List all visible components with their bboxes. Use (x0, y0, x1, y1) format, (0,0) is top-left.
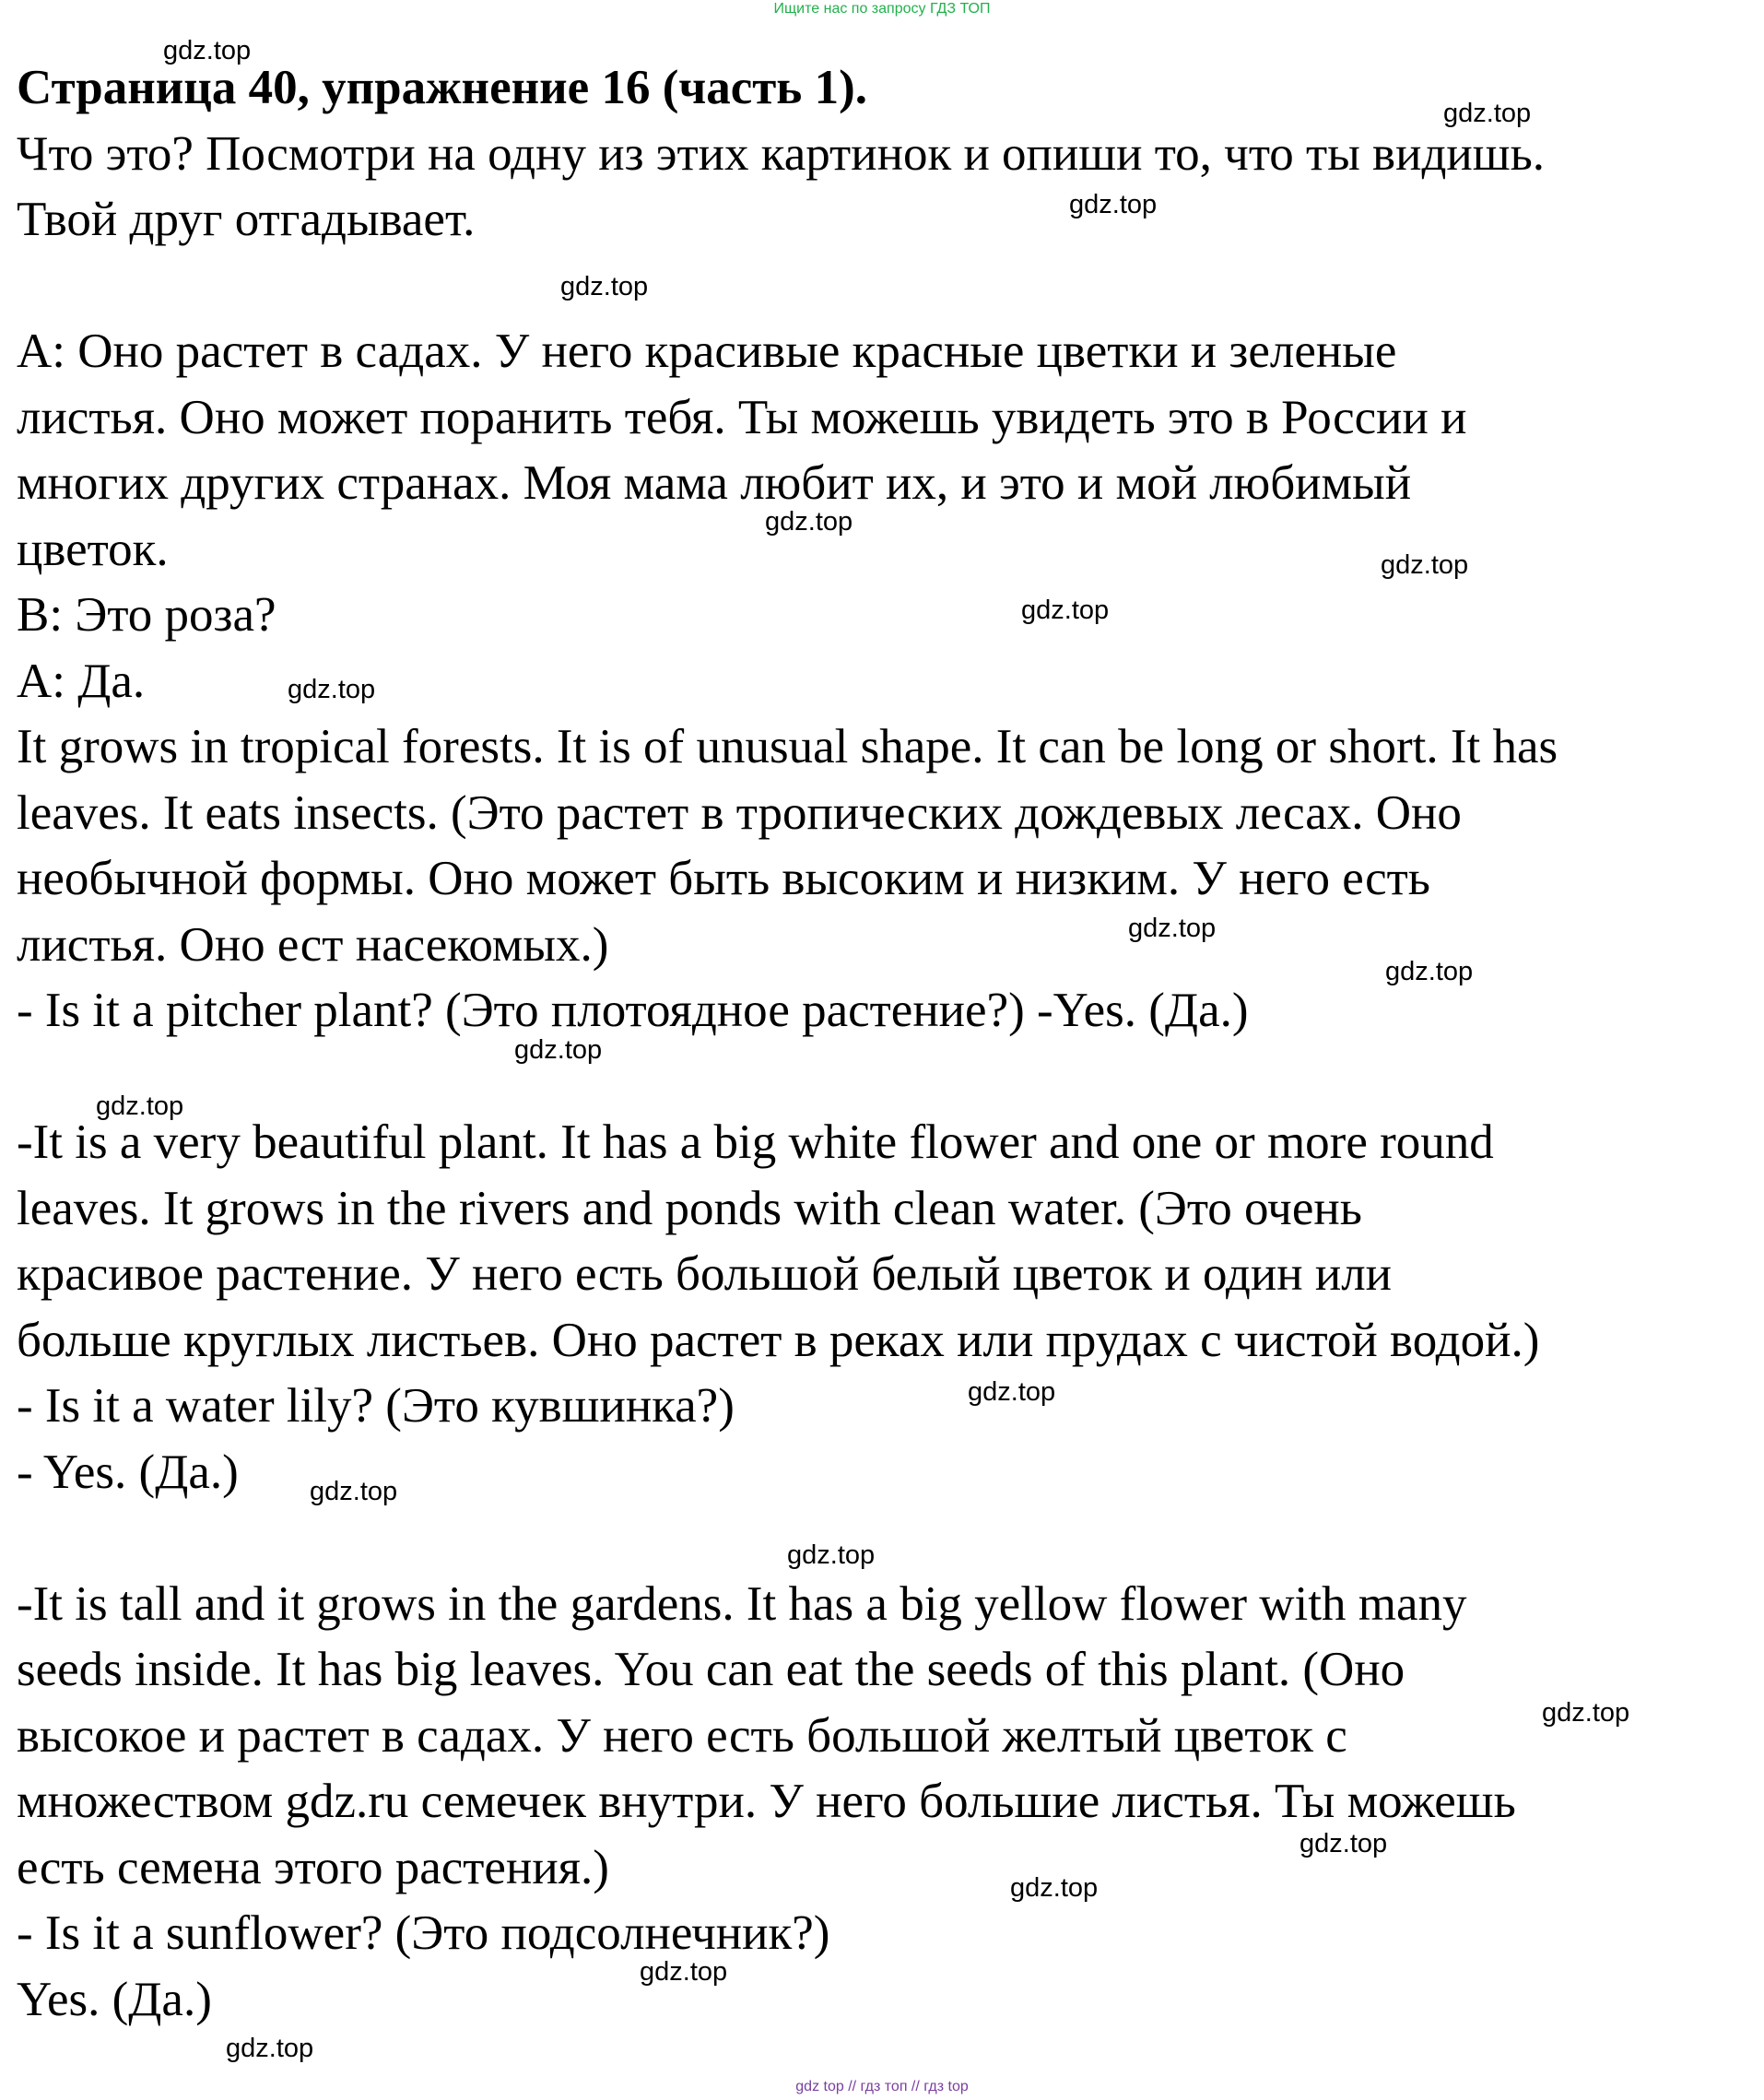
document (17, 55, 1749, 2033)
watermark: gdz.top (96, 1091, 184, 1121)
text-line: А: Да. (17, 654, 146, 708)
watermark: gdz.top (1069, 190, 1158, 219)
watermark: gdz.top (1381, 550, 1469, 580)
watermark: gdz.top (1021, 596, 1110, 625)
text-line: - Is it a water lily? (Это кувшинка?) (17, 1379, 735, 1433)
text-line: -It is a very beautiful plant. It has a big white flower and one or more round (17, 1115, 1494, 1169)
text-line: множеством gdz.ru семечек внутри. У него большие листья. Ты можешь (17, 1775, 1516, 1828)
text-line: многих других странах. Моя мама любит их, и это и мой любимый (17, 456, 1412, 510)
watermark: gdz.top (310, 1477, 398, 1506)
answer-block-1 (17, 319, 1749, 1044)
watermark: gdz.top (288, 675, 376, 704)
top-banner: Ищите нас по запросу ГДЗ ТОП (773, 1, 991, 17)
watermark: gdz.top (226, 2034, 314, 2063)
text-line: В: Это роза? (17, 588, 276, 642)
text-line: А: Оно растет в садах. У него красивые красные цветки и зеленые (17, 324, 1397, 378)
watermark: gdz.top (765, 507, 853, 537)
text-line: листья. Оно ест насекомых.) (17, 917, 609, 972)
watermark: gdz.top (1010, 1873, 1099, 1903)
text-line: Твой друг отгадывает. (17, 193, 476, 246)
text-line: необычной формы. Оно может быть высоким и низким. У него есть (17, 852, 1430, 905)
text-line: It grows in tropical forests. It is of unusual shape. It can be long or short. It has (17, 720, 1558, 773)
footer: gdz top // гдз топ // гдз top (795, 2079, 969, 2094)
text-line: красивое растение. У него есть большой белый цветок и один или (17, 1247, 1393, 1301)
text-line: высокое и растет в садах. У него есть большой желтый цветок с (17, 1708, 1347, 1763)
watermark: gdz.top (1385, 957, 1474, 986)
answer-block-3 (17, 1572, 1749, 2034)
text-line: листья. Оно может поранить тебя. Ты можешь увидеть это в России и (17, 390, 1467, 444)
watermark: gdz.top (640, 1957, 728, 1987)
text-line: цветок. (17, 522, 169, 576)
text-line: leaves. It eats insects. (Это растет в тропических дождевых лесах. Оно (17, 785, 1462, 840)
watermark: gdz.top (560, 272, 649, 301)
watermark: gdz.top (163, 36, 252, 65)
watermark: gdz.top (787, 1540, 876, 1570)
text-line: Yes. (Да.) (17, 1972, 212, 2026)
text-line: есть семена этого растения.) (17, 1840, 609, 1894)
watermark: gdz.top (514, 1035, 603, 1065)
text-line: leaves. It grows in the rivers and ponds with clean water. (Это очень (17, 1181, 1362, 1235)
text-line: больше круглых листьев. Оно растет в реках или прудах с чистой водой.) (17, 1313, 1540, 1367)
text-line: - Is it a sunflower? (Это подсолнечник?) (17, 1906, 830, 1960)
text-line: seeds inside. It has big leaves. You can eat the seeds of this plant. (Оно (17, 1643, 1405, 1696)
watermark: gdz.top (1299, 1829, 1388, 1858)
text-line: -It is tall and it grows in the gardens. It has a big yellow flower with many (17, 1576, 1467, 1631)
watermark: gdz.top (968, 1377, 1056, 1407)
watermark: gdz.top (1128, 914, 1217, 943)
text-line: Что это? Посмотри на одну из этих картинок и опиши то, что ты видишь. (17, 126, 1546, 181)
intro-paragraph (17, 122, 1749, 254)
watermark: gdz.top (1443, 99, 1532, 128)
page-title: Страница 40, упражнение 16 (часть 1). (17, 61, 867, 114)
watermark: gdz.top (1542, 1698, 1630, 1728)
text-line: - Is it a pitcher plant? (Это плотоядное растение?) -Yes. (Да.) (17, 984, 1249, 1037)
answer-block-2 (17, 1110, 1749, 1505)
text-line: - Yes. (Да.) (17, 1445, 239, 1499)
